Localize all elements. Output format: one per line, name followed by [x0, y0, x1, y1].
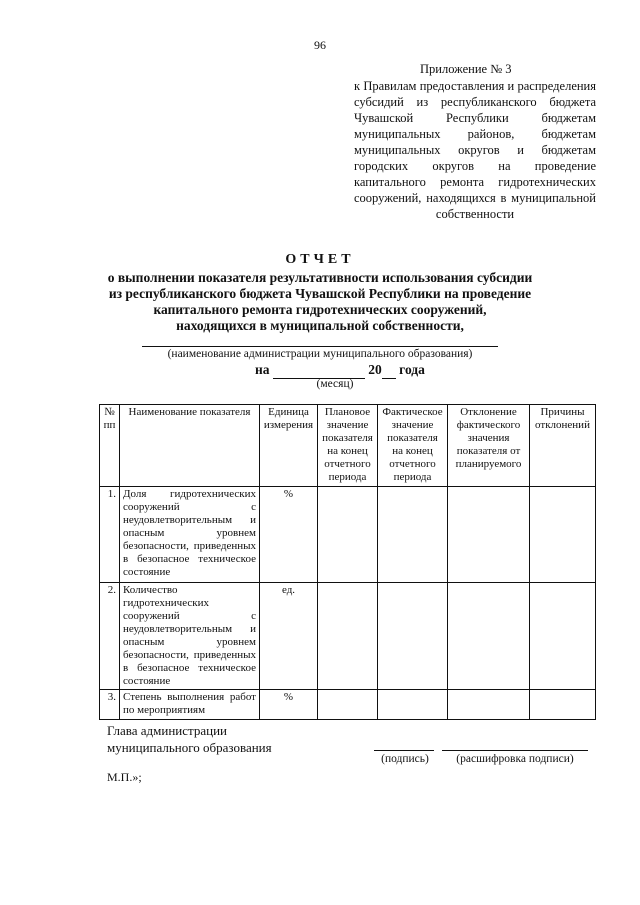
row-number: 1.	[100, 487, 120, 583]
row-number: 2.	[100, 583, 120, 690]
report-subtitle-line: капитального ремонта гидротехнических сооружений,	[153, 302, 487, 317]
report-subtitle-line: находящихся в муниципальной собственности,	[176, 318, 464, 333]
signatory-title-line: Глава администрации	[107, 723, 228, 738]
year-prefix: 20	[368, 362, 382, 377]
unit-cell: ед.	[260, 583, 318, 690]
report-date-row	[255, 362, 425, 379]
report-subtitle	[100, 270, 540, 334]
signatory-title-line: муниципального образования	[107, 740, 272, 755]
report-title: ОТЧЕТ	[285, 252, 355, 267]
column-header-reasons: Причины отклонений	[530, 405, 596, 487]
indicator-name: Количество гидротехнических сооружений с неудовлетворительным и опасным уровнем безопасности, приведенных в безопасное техническое состояние	[120, 583, 260, 690]
stamp-label: М.П.»;	[107, 770, 142, 784]
row-number: 3.	[100, 690, 120, 720]
column-header-plan: Плановое значение показателя на конец отчетного периода	[318, 405, 378, 487]
report-subtitle-line: из республиканского бюджета Чувашской Республики на проведение	[108, 286, 532, 301]
signature-decoding-line	[442, 750, 588, 751]
plan-value-cell[interactable]	[318, 487, 378, 583]
table-row	[100, 583, 596, 690]
table-row	[100, 487, 596, 583]
plan-value-cell[interactable]	[318, 583, 378, 690]
column-header-num: № пп	[100, 405, 120, 487]
deviation-cell[interactable]	[448, 583, 530, 690]
column-header-name: Наименование показателя	[120, 405, 260, 487]
column-header-fact: Фактическое значение показателя на конец отчетного периода	[378, 405, 448, 487]
indicator-name: Доля гидротехнических сооружений с неудовлетворительным и опасным уровнем безопасности, приведенных в безопасное техническое состояние	[120, 487, 260, 583]
column-header-unit: Единица измерения	[260, 405, 318, 487]
column-header-deviation: Отклонение фактического значения показателя от планируемого	[448, 405, 530, 487]
signatory-title	[107, 722, 272, 756]
admin-name-caption: (наименование администрации муниципального образования)	[167, 348, 473, 360]
date-suffix: года	[399, 362, 425, 377]
reasons-cell[interactable]	[530, 690, 596, 720]
month-caption: (месяц)	[316, 378, 354, 390]
fact-value-cell[interactable]	[378, 583, 448, 690]
indicator-name: Степень выполнения работ по мероприятиям	[120, 690, 260, 720]
signature-caption: (подпись)	[381, 753, 429, 765]
admin-name-line	[142, 346, 498, 347]
unit-cell: %	[260, 487, 318, 583]
table-row	[100, 690, 596, 720]
unit-cell: %	[260, 690, 318, 720]
year-blank	[382, 362, 396, 379]
reasons-cell[interactable]	[530, 583, 596, 690]
report-subtitle-line: о выполнении показателя результативности использования субсидии	[107, 270, 533, 285]
fact-value-cell[interactable]	[378, 487, 448, 583]
deviation-cell[interactable]	[448, 690, 530, 720]
month-blank	[273, 362, 365, 379]
deviation-cell[interactable]	[448, 487, 530, 583]
appendix-text: к Правилам предоставления и распределения субсидий из республиканского бюджета Чувашской Республики бюджетам муниципальных районов, бюджетам муниципальных округов и бюджетам городских округов на проведение капитального ремонта гидротехнических сооружений, находящихся в муниципальной собственности	[354, 79, 596, 221]
plan-value-cell[interactable]	[318, 690, 378, 720]
table-header-row	[100, 405, 596, 487]
signature-decoding-caption: (расшифровка подписи)	[456, 753, 574, 765]
page-number: 96	[314, 38, 326, 52]
reasons-cell[interactable]	[530, 487, 596, 583]
report-table	[99, 404, 596, 720]
signature-line	[374, 750, 434, 751]
fact-value-cell[interactable]	[378, 690, 448, 720]
appendix-title: Приложение № 3	[420, 62, 512, 76]
date-prefix: на	[255, 362, 270, 377]
